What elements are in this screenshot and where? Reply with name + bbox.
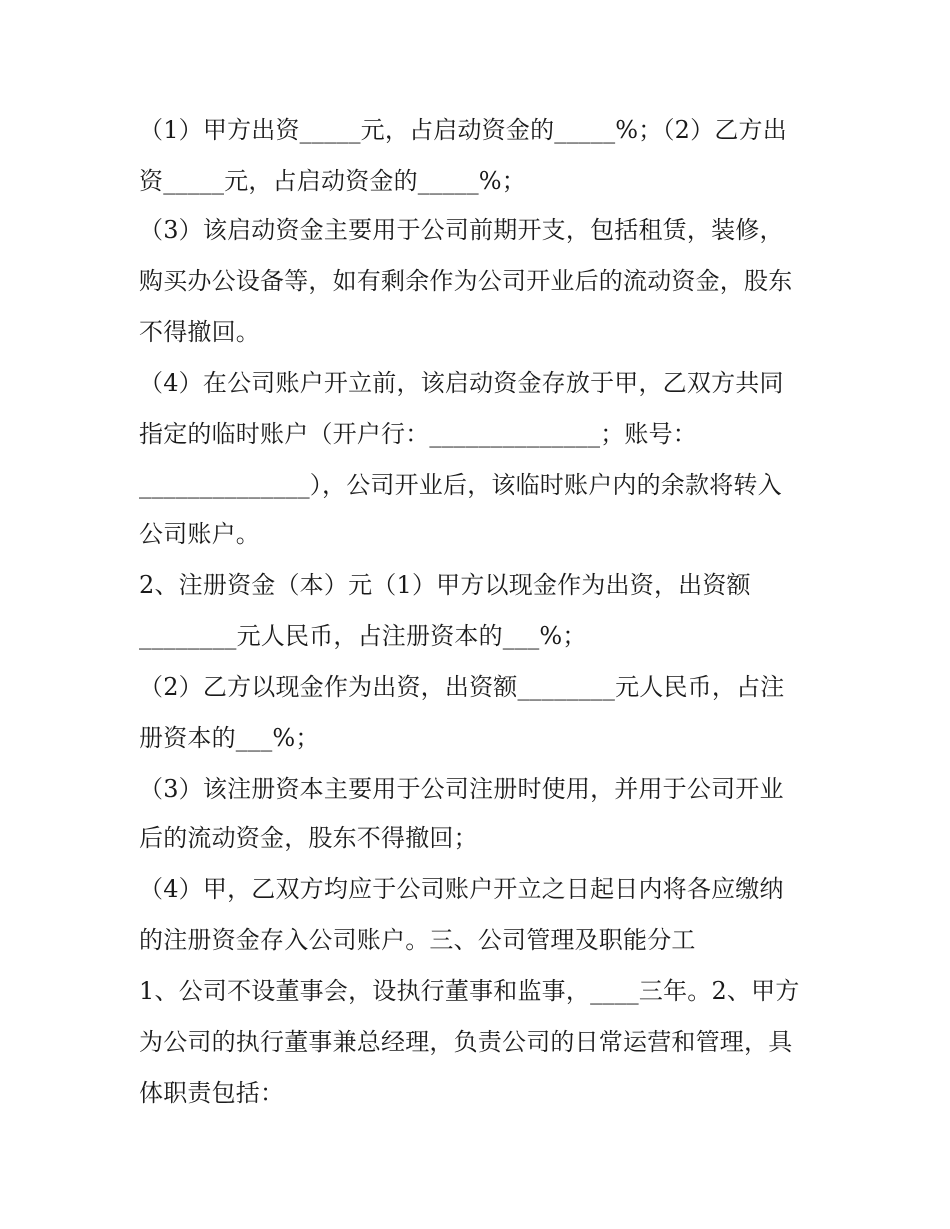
text-line: 2、注册资金（本）元（1）甲方以现金作为出资，出资额 <box>139 571 751 599</box>
text-line: （4）在公司账户开立前，该启动资金存放于甲，乙双方共同 <box>139 369 784 397</box>
text-line: （3）该注册资本主要用于公司注册时使用，并用于公司开业 <box>139 775 784 803</box>
text-line: 公司账户。 <box>139 520 260 548</box>
text-line: （1）甲方出资_____元，占启动资金的_____%；（2）乙方出 <box>139 116 787 144</box>
text-line: （2）乙方以现金作为出资，出资额________元人民币，占注 <box>139 673 785 701</box>
text-line: ______________），公司开业后，该临时账户内的余款将转入 <box>139 471 782 499</box>
text-line: 指定的临时账户（开户行：______________；账号： <box>139 420 697 448</box>
text-line: ________元人民币，占注册资本的___%； <box>139 622 587 650</box>
text-line: 后的流动资金，股东不得撤回； <box>139 824 478 852</box>
text-line: 资_____元，占启动资金的_____%； <box>139 167 527 195</box>
text-line: （3）该启动资金主要用于公司前期开支，包括租赁，装修， <box>139 216 784 244</box>
text-line: 的注册资金存入公司账户。三、公司管理及职能分工 <box>139 926 696 954</box>
text-line: 册资本的___%； <box>139 724 320 752</box>
text-line: 不得撤回。 <box>139 318 260 346</box>
text-line: 购买办公设备等，如有剩余作为公司开业后的流动资金，股东 <box>139 267 793 295</box>
text-line: 1、公司不设董事会，设执行董事和监事，____三年。2、甲方 <box>139 977 800 1005</box>
text-line: 为公司的执行董事兼总经理，负责公司的日常运营和管理，具 <box>139 1028 793 1056</box>
text-line: （4）甲，乙双方均应于公司账户开立之日起日内将各应缴纳 <box>139 875 784 903</box>
text-line: 体职责包括： <box>139 1079 285 1107</box>
